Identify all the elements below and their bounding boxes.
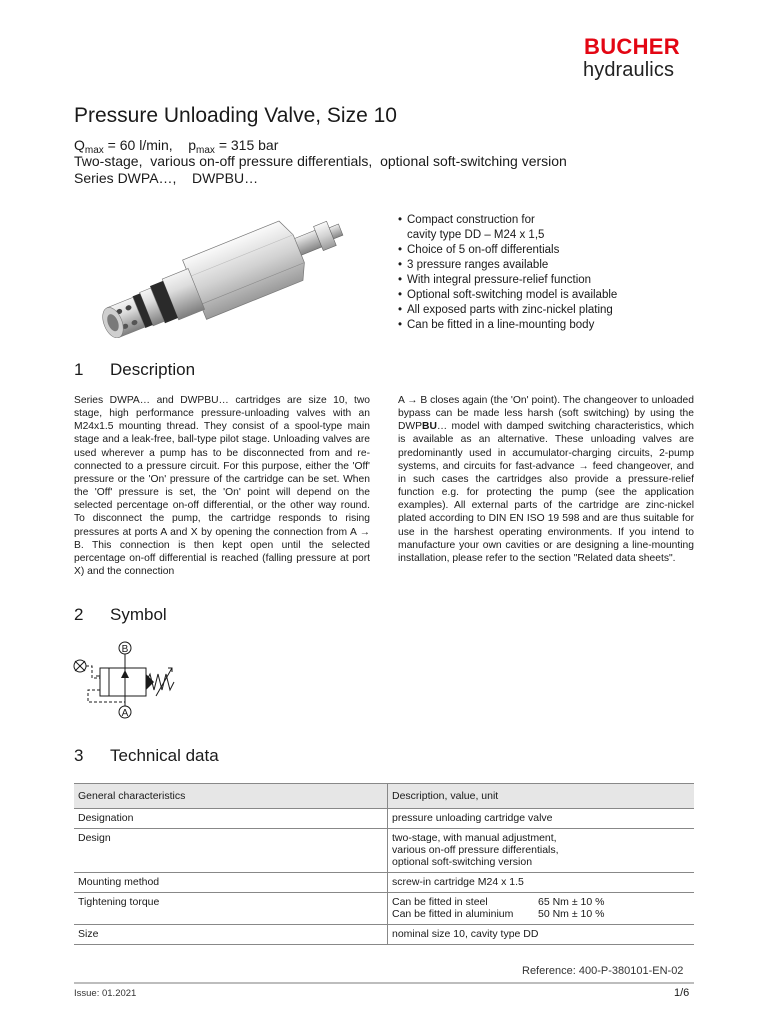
- feature-item: • All exposed parts with zinc-nickel plating: [398, 303, 718, 318]
- feature-item-continued: cavity type DD – M24 x 1,5: [407, 229, 545, 241]
- table-cell-label: Size: [74, 925, 388, 945]
- feature-item: • Optional soft-switching model is available: [398, 288, 718, 303]
- section-3-title: Technical data: [110, 746, 219, 765]
- feature-item: • 3 pressure ranges available: [398, 258, 718, 273]
- table-cell-line: optional soft-switching version: [392, 856, 533, 868]
- brand-logo-bucher: BUCHER: [584, 34, 680, 59]
- table-row: [74, 893, 694, 925]
- description-right-text: [398, 394, 694, 565]
- table-cell-label: Tightening torque: [74, 893, 388, 925]
- table-row: [74, 829, 694, 873]
- table-cell-label: Design: [74, 829, 388, 873]
- document-reference: Reference: 400-P-380101-EN-02: [522, 965, 684, 977]
- port-a-label: A: [121, 708, 129, 719]
- table-cell-line: screw-in cartridge M24 x 1.5: [392, 876, 524, 888]
- q-symbol: Q: [74, 137, 85, 153]
- feature-item: • Can be fitted in a line-mounting body: [398, 318, 718, 333]
- q-value: = 60 l/min,: [103, 137, 173, 153]
- technical-data-table: [74, 783, 694, 945]
- table-row: [74, 873, 694, 893]
- p-symbol: p: [188, 137, 197, 153]
- table-cell-label: Mounting method: [74, 873, 388, 893]
- section-2-title: Symbol: [110, 605, 167, 624]
- port-b-label: B: [121, 644, 129, 655]
- description-left-text: Series DWPA… and DWPBU… cartridges are size 10, two stage, high performance pressure-unloading valves with an M24x1.5 mounting thread. They consist of a spool-type main stage and a leak-free, ball-type pilot stage. Unloading valves are used wherever a pump has to be disconnected from and re-connected to a pressure circuit. For this purpose, either the 'Off' pressure or the 'On' pressure of the cartridge can be set. When the 'Off' pressure is set, the 'On' point will depend on the selected percentage on-off differential, or the other way round. To disconnect the pump, the cartridge responds to rising pressures at ports A and X by opening the connection from A → B. This connection is then kept open until the selected percentage on-off differential is reached (falling pressure at port X) and the connection: [74, 395, 370, 578]
- description-right-column: [398, 394, 694, 565]
- description-left-column: [74, 394, 370, 578]
- hydraulic-symbol-diagram: [70, 638, 190, 720]
- torque-steel-value: 65 Nm ± 10 %: [538, 896, 605, 908]
- port-x-label: X: [79, 683, 81, 684]
- table-header-row: [74, 784, 694, 809]
- footer-divider: [74, 982, 694, 984]
- q-subscript: max: [84, 145, 104, 156]
- section-2-number: 2: [74, 605, 84, 624]
- subtitle-line-2: Two-stage, various on-off pressure differentials, optional soft-switching version: [74, 153, 567, 169]
- table-cell-line: two-stage, with manual adjustment,: [392, 832, 557, 844]
- feature-item: • With integral pressure-relief function: [398, 273, 718, 288]
- table-cell-line: various on-off pressure differentials,: [392, 844, 559, 856]
- torque-steel-label: Can be fitted in steel: [392, 896, 488, 908]
- cartridge-valve-image: [78, 196, 358, 338]
- table-header-cell: Description, value, unit: [388, 784, 695, 809]
- table-cell-value: [388, 829, 695, 873]
- torque-aluminium-value: 50 Nm ± 10 %: [538, 908, 605, 920]
- page-title: Pressure Unloading Valve, Size 10: [74, 104, 397, 127]
- p-value: = 315 bar: [214, 137, 279, 153]
- issue-date: Issue: 01.2021: [74, 988, 137, 999]
- table-cell-value: [388, 925, 695, 945]
- section-3-number: 3: [74, 746, 84, 765]
- description-right-text-a: A → B closes again (the 'On' point). The changeover to unloaded bypass can be made less harsh (soft switching) by using the DWP: [398, 395, 694, 433]
- description-right-bold: BU: [422, 421, 437, 433]
- brand-logo-hydraulics: hydraulics: [583, 59, 675, 81]
- torque-aluminium-label: Can be fitted in aluminium: [392, 908, 514, 920]
- table-cell-value: [388, 893, 695, 925]
- feature-item: • Choice of 5 on-off differentials: [398, 243, 718, 258]
- subtitle-line-3: Series DWPA…, DWPBU…: [74, 170, 259, 186]
- feature-list: [398, 213, 718, 333]
- feature-item: • Compact construction for: [398, 213, 718, 228]
- p-subscript: max: [196, 145, 215, 156]
- table-cell-line: pressure unloading cartridge valve: [392, 812, 553, 824]
- table-row: [74, 809, 694, 829]
- section-1-number: 1: [74, 360, 84, 379]
- table-cell-value: [388, 873, 695, 893]
- table-header-cell: General characteristics: [74, 784, 388, 809]
- description-right-text-b: … model with damped switching characteristics, which is available as an alternative. These unloading valves are predominantly used in accumulator-charging circuits, 2-pump systems, and circuits for fast-advance → feed changeover, and in such cases the cartridges also provide a pressure-relief function e.g. for protecting the pump (see the application examples). All external parts of the cartridge are zinc-nickel plated according to DIN EN ISO 19 598 and are thus suitable for use in the harshest operating environments. If you intend to manufacture your own cavities or are designing a line-mounting installation, please refer to the section "Related data sheets".: [398, 421, 694, 564]
- table-cell-label: Designation: [74, 809, 388, 829]
- table-cell-line: nominal size 10, cavity type DD: [392, 928, 539, 940]
- table-row: [74, 925, 694, 945]
- torque-aluminium-row: [392, 908, 690, 920]
- section-1-title: Description: [110, 360, 196, 379]
- table-cell-value: [388, 809, 695, 829]
- torque-steel-row: [392, 896, 690, 908]
- page-number: 1/6: [674, 987, 690, 999]
